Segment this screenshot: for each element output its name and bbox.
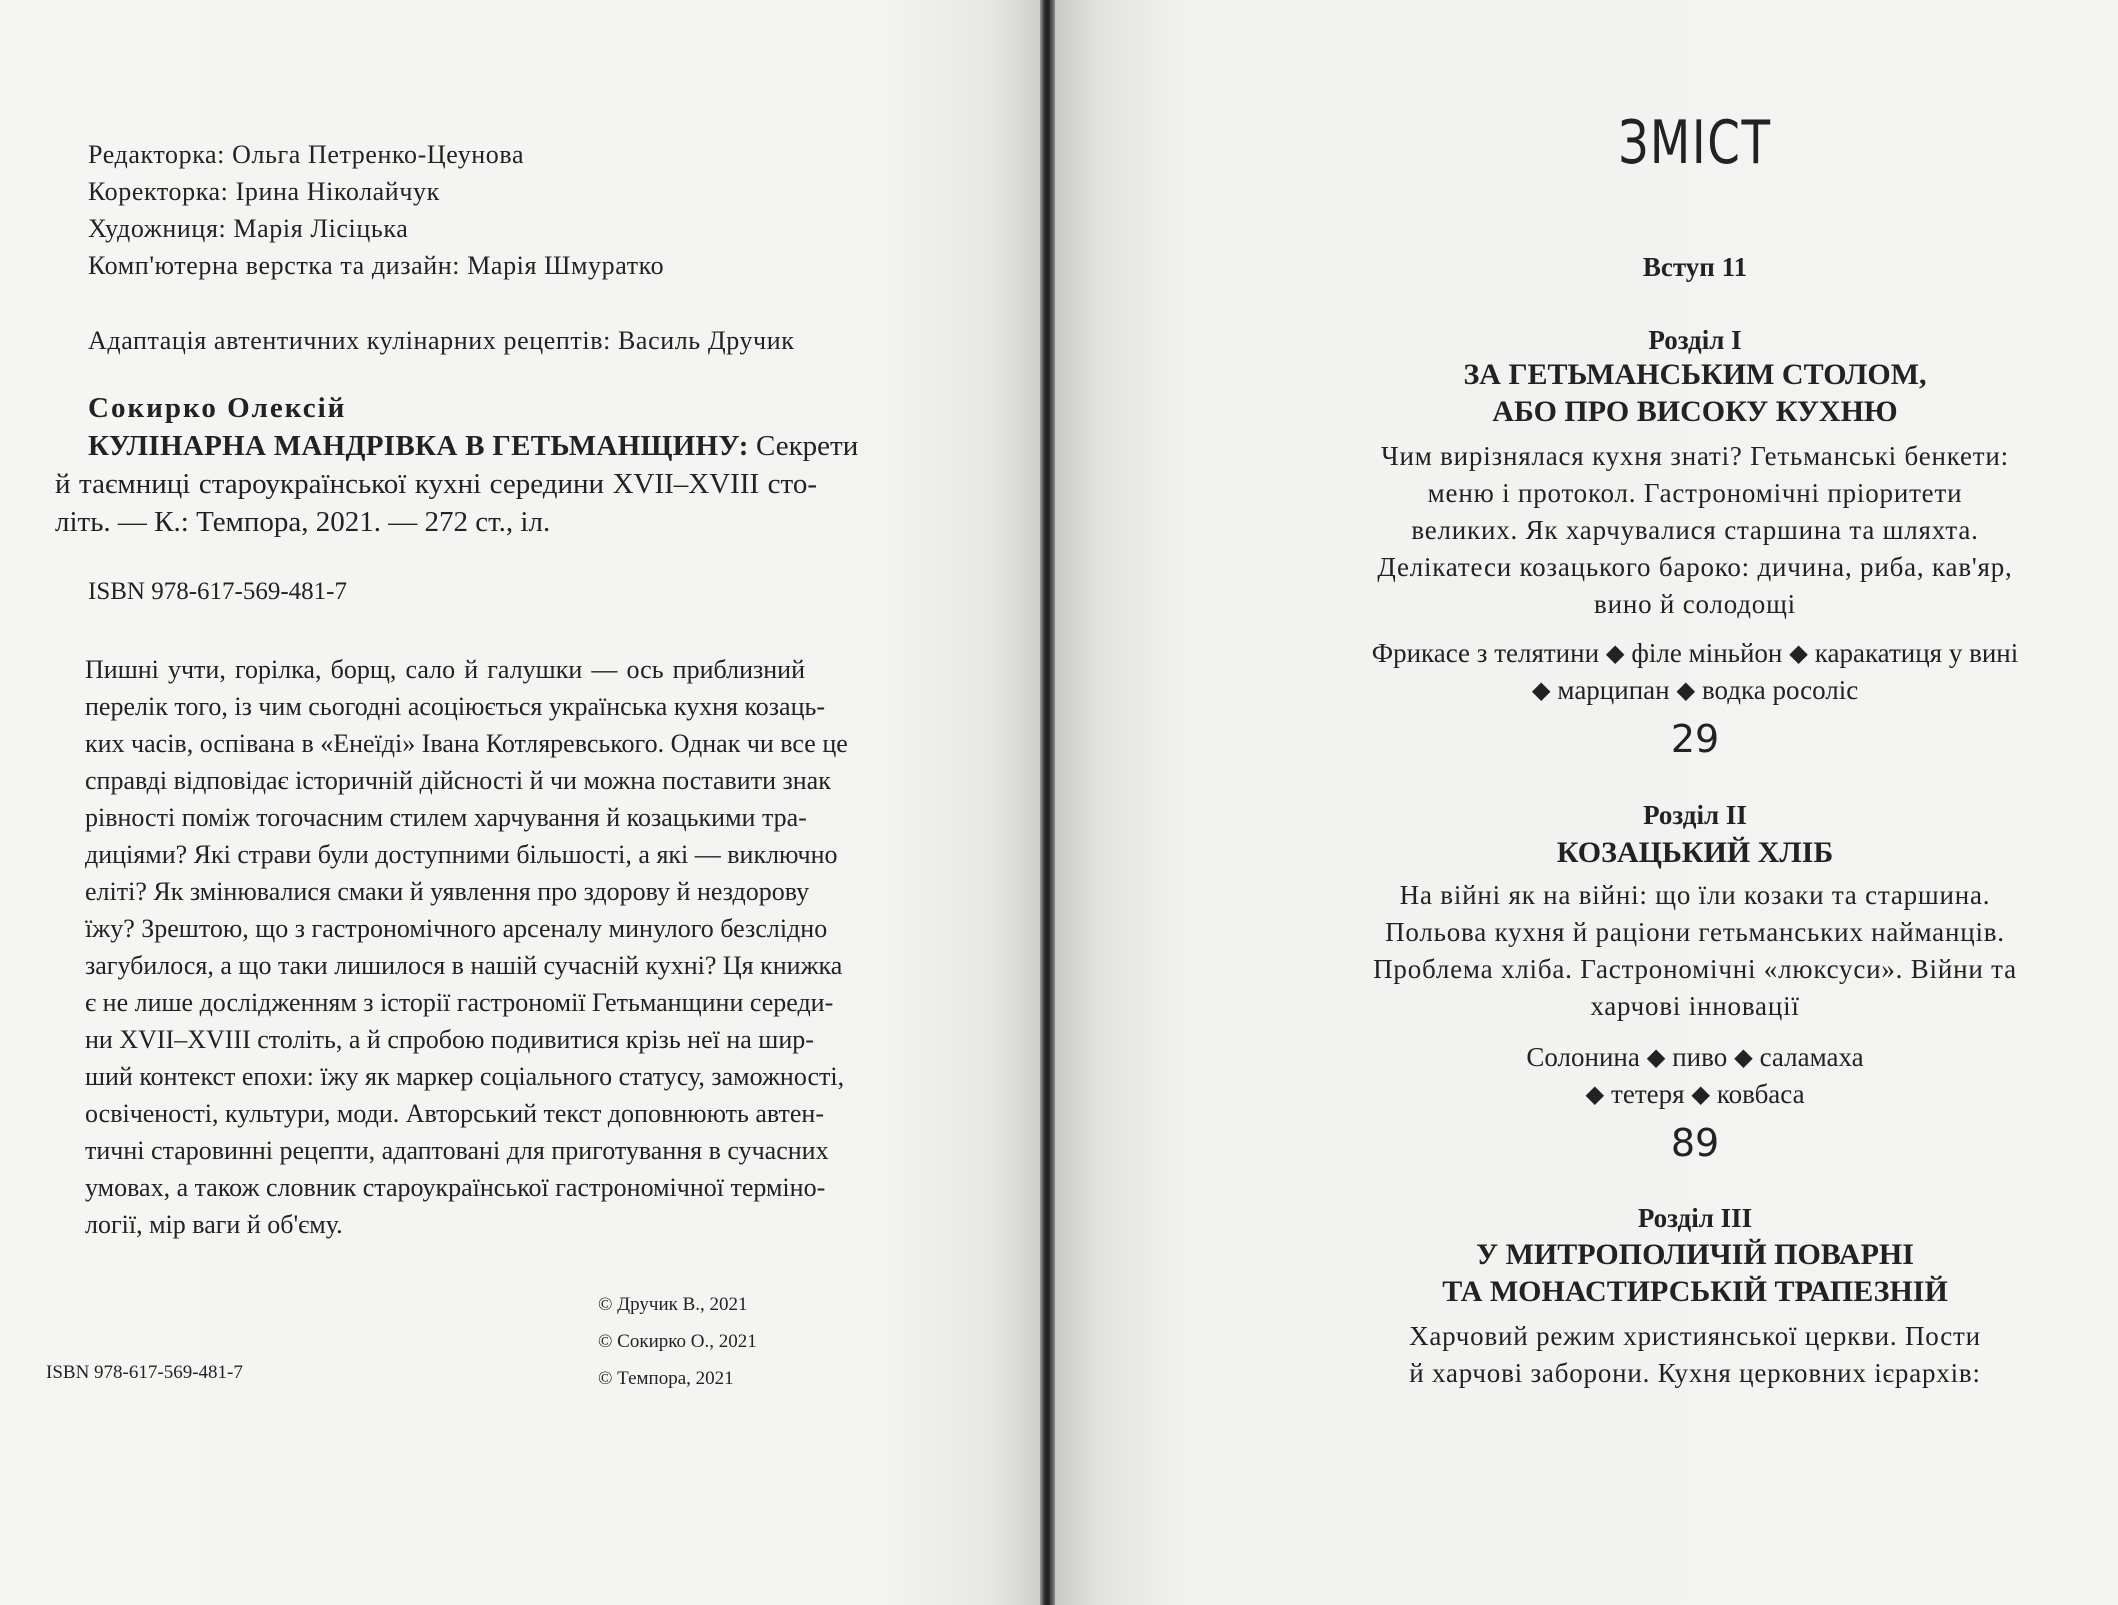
section-description: й харчові заборони. Кухня церковних ієрархів: [1409,1358,1981,1388]
annotation-line: диціями? Які страви були доступними більшості, а які — виключно [85,840,838,869]
book-title: КУЛІНАРНА МАНДРІВКА В ГЕТЬМАНЩИНУ: [88,430,749,462]
section-label: Розділ III [1637,1203,1753,1233]
annotation-line: ких часів, оспівана в «Енеїді» Івана Котляревського. Однак чи все це [85,729,848,758]
toc-heading: ЗМІСТ [1618,108,1772,178]
annotation-line: умовах, а також словник староукраїнської гастрономічної терміно- [85,1173,826,1202]
annotation-line: Пишні учти, горілка, борщ, сало й галушки — ось приблизний [85,655,805,684]
annotation-line: логії, мір ваги й об'єму. [85,1210,343,1239]
annotation-line: ший контекст епохи: їжу як маркер соціального статусу, заможності, [85,1062,845,1091]
section-label: Розділ II [1643,800,1747,830]
section-description: Харчовий режим християнської церкви. Пости [1409,1321,1981,1351]
section-description: Проблема хліба. Гастрономічні «люксуси». Війни та [1373,954,2017,984]
book-title-line-3: літь. — К.: Темпора, 2021. — 272 ст., іл. [55,506,551,538]
left-page [0,0,1040,1605]
book-title-line-1 [88,430,858,463]
credit-layout: Комп'ютерна верстка та дизайн: Марія Шмуратко [88,251,665,280]
section-label: Розділ I [1648,325,1742,355]
annotation-line: ни XVII–XVIII століть, а й спробою подивитися крізь неї на шир- [85,1025,814,1054]
annotation-line: освіченості, культури, моди. Авторський текст доповнюють автен- [85,1099,825,1128]
section-description: меню і протокол. Гастрономічні пріоритети [1427,478,1963,508]
section-description: вино й солодощі [1594,589,1796,619]
section-recipes: Солонина ⬥ пиво ⬥ саламаха [1526,1042,1864,1072]
author-name: Сокирко Олексій [88,392,347,424]
section-description: На війні як на війні: що їли козаки та старшина. [1399,880,1991,910]
section-page-number: 29 [1670,717,1720,761]
section-page-number: 89 [1670,1121,1720,1165]
section-description: великих. Як харчувалися старшина та шляхта. [1411,515,1979,545]
annotation-line: справді відповідає історичній дійсності й чи можна поставити знак [85,766,831,795]
section-title: У МИТРОПОЛИЧІЙ ПОВАРНІ [1476,1238,1914,1271]
section-title: ЗА ГЕТЬМАНСЬКИМ СТОЛОМ, [1463,358,1927,391]
section-recipes: ⬥ марципан ⬥ водка росоліс [1531,675,1859,705]
toc-intro: Вступ 11 [1642,252,1748,282]
copyright-tempora: © Темпора, 2021 [598,1368,734,1389]
section-description: Чим вирізнялася кухня знаті? Гетьманські бенкети: [1381,441,2009,471]
credit-artist: Художниця: Марія Лісіцька [88,214,409,243]
annotation-line: перелік того, із чим сьогодні асоціюється українська кухня козаць- [85,692,826,721]
isbn-top: ISBN 978-617-569-481-7 [88,578,348,605]
book-title-line-2: й таємниці староукраїнської кухні середини XVII–XVIII сто- [55,468,817,500]
section-description: харчові інновації [1590,991,1800,1021]
book-subtitle-start: Секрети [748,430,859,462]
section-description: Польова кухня й раціони гетьманських найманців. [1385,917,2005,947]
annotation-line: загубилося, а що таки лишилося в нашій сучасній кухні? Ця книжка [85,951,843,980]
annotation-line: тичні старовинні рецепти, адаптовані для приготування в сучасних [85,1136,829,1165]
adaptation-credit: Адаптація автентичних кулінарних рецептів: Василь Дручик [88,326,795,355]
copyright-druchyk: © Дручик В., 2021 [598,1294,748,1315]
book-gutter [1040,0,1055,1605]
annotation-line: є не лише дослідженням з історії гастрономії Гетьманщини середи- [85,988,834,1017]
section-title: АБО ПРО ВИСОКУ КУХНЮ [1492,395,1898,428]
isbn-bottom: ISBN 978-617-569-481-7 [46,1362,243,1383]
section-title: КОЗАЦЬКИЙ ХЛІБ [1556,836,1834,869]
credit-editor: Редакторка: Ольга Петренко-Цеунова [88,140,525,169]
annotation-line: їжу? Зрештою, що з гастрономічного арсеналу минулого безслідно [85,914,828,943]
annotation-line: рівності поміж тогочасним стилем харчування й козацькими тра- [85,803,807,832]
credit-proofreader: Коректорка: Ірина Ніколайчук [88,177,440,206]
section-description: Делікатеси козацького бароко: дичина, риба, кав'яр, [1377,552,2013,582]
section-recipes: ⬥ тетеря ⬥ ковбаса [1585,1079,1805,1109]
copyright-sokyrko: © Сокирко О., 2021 [598,1331,757,1352]
section-title: ТА МОНАСТИРСЬКІЙ ТРАПЕЗНІЙ [1442,1275,1948,1308]
section-recipes: Фрикасе з телятини ⬥ філе міньйон ⬥ каракатиця у вині [1371,638,2019,668]
annotation-line: еліті? Як змінювалися смаки й уявлення про здорову й нездорову [85,877,810,906]
